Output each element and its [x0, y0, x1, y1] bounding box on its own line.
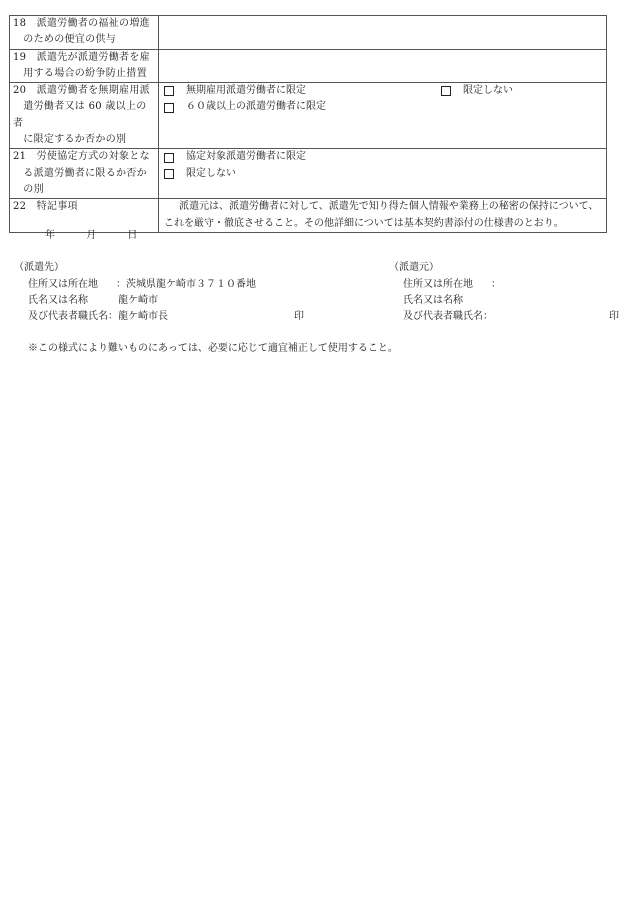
address-value[interactable]: ：	[491, 278, 501, 290]
date-month: 月	[86, 230, 97, 241]
option-no-limit[interactable]	[441, 83, 513, 99]
address-label: 住所又は所在地	[403, 278, 473, 290]
label-line: 21 労使協定方式の対象とな	[13, 151, 150, 163]
row-label	[10, 16, 159, 50]
seal-mark: 印	[294, 310, 304, 322]
checkbox-icon[interactable]	[164, 103, 174, 113]
dispatcher-header: （派遣元）	[389, 262, 439, 273]
option-label: 協定対象派遣労働者に限定	[186, 151, 306, 163]
row-value-welfare[interactable]	[159, 16, 607, 50]
rep-value[interactable]: ：	[483, 310, 493, 322]
label-line: 19 派遣先が派遣労働者を雇	[13, 51, 150, 63]
label-line: 18 派遣労働者の福祉の増進	[13, 18, 150, 29]
table-row-21	[10, 149, 607, 199]
option-over-60[interactable]	[164, 99, 603, 115]
client-name-line	[14, 293, 304, 309]
footnote: ※この様式により難いものにあっては、必要に応じて適宜補正して使用すること。	[28, 343, 398, 354]
label-line: 用する場合の紛争防止措置	[13, 67, 147, 79]
dispatcher-address-line	[389, 277, 619, 293]
option-label: 限定しない	[186, 167, 236, 179]
table-row-20	[10, 83, 607, 149]
label-line: 20 派遣労働者を無期雇用派	[13, 85, 150, 97]
rep-label: 及び代表者職氏名	[403, 310, 483, 322]
row-label	[10, 149, 159, 199]
row-label	[10, 49, 159, 83]
label-line: 遣労働者又は 60 歳以上の者	[13, 101, 147, 129]
address-value: ：茨城県龍ケ崎市３７１０番地	[116, 278, 256, 290]
table-row-19	[10, 49, 607, 83]
dispatcher-name-line	[389, 293, 619, 309]
row-value-labor-agreement	[159, 149, 607, 199]
seal-mark: 印	[609, 310, 619, 322]
name-label: 氏名又は名称	[28, 294, 88, 306]
option-label: ６０歳以上の派遣労働者に限定	[186, 101, 326, 113]
client-block	[14, 260, 304, 325]
table-row-18	[10, 16, 607, 50]
dispatcher-rep-line	[389, 309, 619, 325]
label-line: 22 特記事項	[13, 201, 78, 213]
checkbox-icon[interactable]	[164, 153, 174, 163]
name-label: 氏名又は名称	[403, 294, 463, 306]
label-line: る派遣労働者に限るか否か	[13, 167, 147, 179]
label-line: に限定するか否かの別	[13, 134, 127, 146]
client-rep-line	[14, 309, 304, 325]
checkbox-icon[interactable]	[164, 86, 174, 96]
checkbox-icon[interactable]	[164, 169, 174, 179]
date-day: 日	[127, 230, 138, 241]
label-line: の別	[13, 183, 44, 195]
option-no-limit[interactable]	[164, 166, 603, 182]
label-line: のための便宜の供与	[13, 34, 116, 46]
row-value-special-notes	[159, 199, 607, 233]
checkbox-icon[interactable]	[441, 86, 451, 96]
rep-value: ：龍ケ崎市長	[108, 310, 168, 322]
option-indefinite-employment[interactable]	[164, 83, 306, 99]
name-value: 龍ケ崎市	[118, 294, 158, 306]
dispatcher-block	[389, 260, 619, 325]
special-notes-text: 派遣元は、派遣労働者に対して、派遣先で知り得た個人情報や業務上の秘密の保持について、これを厳守・徹底させること。その他詳細については基本契約書添付の仕様書のとおり。	[164, 201, 599, 229]
rep-label: 及び代表者職氏名	[28, 310, 108, 322]
row-label	[10, 83, 159, 149]
client-address-line	[14, 277, 304, 293]
option-label: 無期雇用派遣労働者に限定	[186, 85, 306, 97]
date-year: 年	[45, 230, 55, 241]
date-line	[45, 228, 153, 245]
contract-terms-table	[9, 15, 607, 233]
row-value-dispute-prevention[interactable]	[159, 49, 607, 83]
address-label: 住所又は所在地	[28, 278, 98, 290]
option-label: 限定しない	[463, 85, 513, 97]
row-value-limitation	[159, 83, 607, 149]
option-agreement-workers[interactable]	[164, 149, 603, 165]
option-line	[164, 83, 603, 99]
client-header: （派遣先）	[14, 262, 64, 273]
